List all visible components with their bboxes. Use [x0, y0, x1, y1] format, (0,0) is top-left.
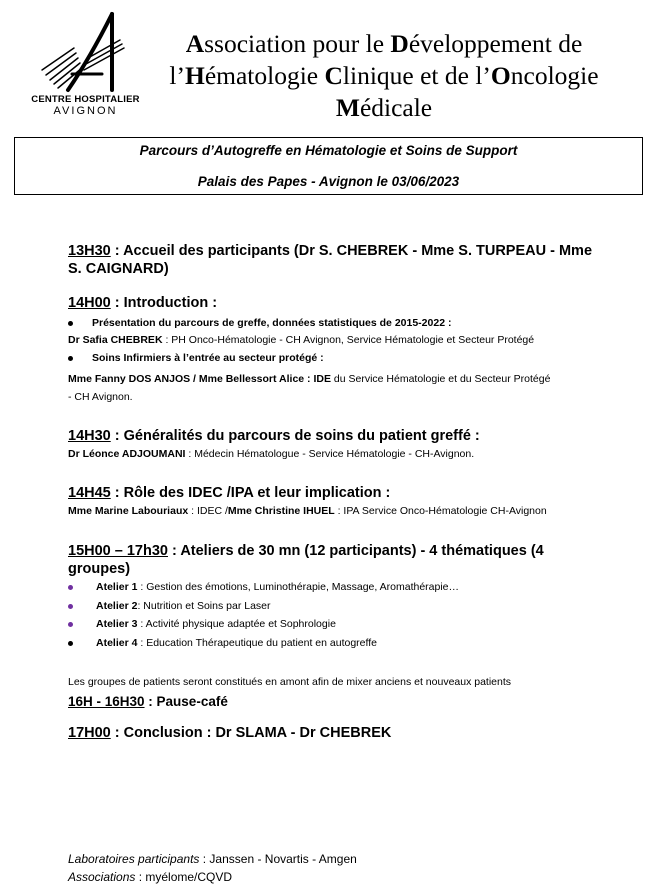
atelier-text: : Gestion des émotions, Luminothérapie, Massage, Aromathérapie…	[137, 581, 460, 593]
labs-label: Laboratoires participants	[68, 852, 200, 866]
atelier-item	[68, 636, 628, 651]
bullet-icon	[68, 585, 73, 590]
program-item-1330	[68, 242, 628, 278]
program-time: 17H00	[68, 725, 111, 741]
program-item-1400	[68, 294, 217, 312]
program-item-1600	[68, 693, 228, 711]
program-title: : Conclusion : Dr SLAMA - Dr CHEBREK	[110, 725, 392, 741]
program-time: 14H00	[68, 295, 111, 311]
title-initial: H	[184, 61, 205, 90]
program-title: : Pause-café	[144, 694, 228, 709]
title-initial: D	[390, 29, 409, 58]
atelier-text: : Nutrition et Soins par Laser	[137, 600, 271, 612]
speaker-line	[68, 447, 638, 462]
association-title-line3	[150, 92, 618, 124]
event-location-date: Palais des Papes - Avignon le 03/06/2023	[197, 174, 460, 189]
program-item-1430	[68, 427, 480, 445]
labs-value: : Janssen - Novartis - Amgen	[199, 852, 357, 866]
bullet-icon	[68, 321, 73, 326]
hospital-logo	[28, 8, 143, 118]
association-title-line1	[150, 28, 618, 60]
speaker-line	[68, 504, 648, 519]
program-time: 14H30	[68, 428, 111, 444]
speaker-name: Mme Fanny DOS ANJOS / Mme Bellessort Alice : IDE	[68, 373, 331, 385]
program-item-1700	[68, 724, 391, 742]
speaker-name: Dr Léonce ADJOUMANI	[68, 448, 186, 460]
speaker-name: Mme Christine IHUEL	[227, 505, 335, 517]
speaker-role: : PH Onco-Hématologie - CH Avignon, Service Hématologie et Secteur Protégé	[162, 334, 535, 346]
program-title: : Généralités du parcours de soins du patient greffé :	[110, 428, 480, 444]
speaker-role: : IDEC /	[188, 505, 228, 517]
speaker-role: du Service Hématologie et du Secteur Protégé	[330, 373, 551, 385]
footer-associations	[68, 868, 232, 886]
bullet-text: Soins Infirmiers à l’entrée au secteur protégé :	[92, 352, 324, 364]
atelier-item	[68, 599, 628, 614]
bullet-icon	[68, 604, 73, 609]
title-initial: C	[324, 61, 343, 90]
program-time: 15H00 – 17h30	[68, 543, 168, 559]
atelier-label: Atelier 3	[96, 618, 138, 630]
program-item-1445	[68, 484, 390, 502]
title-text: l’	[169, 61, 185, 90]
associations-label: Associations	[68, 870, 136, 884]
associations-value: : myélome/CQVD	[135, 870, 233, 884]
title-initial: A	[185, 29, 205, 58]
event-title: Parcours d’Autogreffe en Hématologie et Soins de Support	[139, 143, 518, 158]
speaker-line	[68, 372, 638, 387]
title-text: ssociation pour le	[204, 29, 391, 58]
speaker-line	[68, 333, 638, 348]
title-text: ncologie	[510, 61, 599, 90]
title-text: linique et de l’	[342, 61, 491, 90]
association-title-line2	[150, 60, 618, 92]
program-title: : Introduction :	[110, 295, 218, 311]
bullet-item	[68, 351, 628, 366]
bullet-icon	[68, 356, 73, 361]
program-item-1500	[68, 542, 628, 578]
title-text: éveloppement de	[408, 29, 583, 58]
event-box	[14, 137, 643, 195]
title-text: édicale	[359, 93, 433, 122]
program-title-cont: S. CAIGNARD)	[68, 261, 169, 277]
title-text: ématologie	[204, 61, 325, 90]
hospital-logo-icon	[28, 8, 143, 94]
program-title: : Ateliers de 30 mn (12 participants) - 4 thématiques (4	[167, 543, 544, 559]
program-time: 16H - 16H30	[68, 694, 145, 709]
atelier-label: Atelier 4	[96, 637, 138, 649]
bullet-icon	[68, 622, 73, 627]
atelier-item	[68, 617, 628, 632]
program-title-cont: groupes)	[68, 561, 131, 577]
groups-note: Les groupes de patients seront constitués en amont afin de mixer anciens et nouveaux patients	[68, 676, 512, 688]
atelier-item	[68, 580, 628, 595]
program-time: 14H45	[68, 485, 111, 501]
logo-text-line2: AVIGNON	[53, 105, 118, 117]
speaker-name: Dr Safia CHEBREK	[68, 334, 163, 346]
program-time: 13H30	[68, 243, 111, 259]
footer-labs	[68, 850, 357, 868]
title-initial: O	[490, 61, 511, 90]
speaker-role: : Médecin Hématologue - Service Hématologie - CH-Avignon.	[185, 448, 475, 460]
speaker-role: : IPA Service Onco-Hématologie CH-Avignon	[334, 505, 547, 517]
atelier-label: Atelier 2	[96, 600, 138, 612]
bullet-text: Présentation du parcours de greffe, données statistiques de 2015-2022 :	[92, 317, 452, 329]
title-initial: M	[335, 93, 360, 122]
bullet-icon	[68, 641, 73, 646]
bullet-item	[68, 316, 628, 331]
speaker-role-cont: - CH Avignon.	[68, 391, 133, 403]
association-title	[150, 28, 618, 124]
atelier-text: : Activité physique adaptée et Sophrologie	[137, 618, 336, 630]
logo-text-line1: CENTRE HOSPITALIER	[31, 94, 140, 105]
program-title: : Rôle des IDEC /IPA et leur implication :	[110, 485, 391, 501]
program-title: : Accueil des participants (Dr S. CHEBREK - Mme S. TURPEAU - Mme	[110, 243, 593, 259]
speaker-name: Mme Marine Labouriaux	[68, 505, 189, 517]
atelier-label: Atelier 1	[96, 581, 138, 593]
atelier-text: : Education Thérapeutique du patient en autogreffe	[137, 637, 377, 649]
